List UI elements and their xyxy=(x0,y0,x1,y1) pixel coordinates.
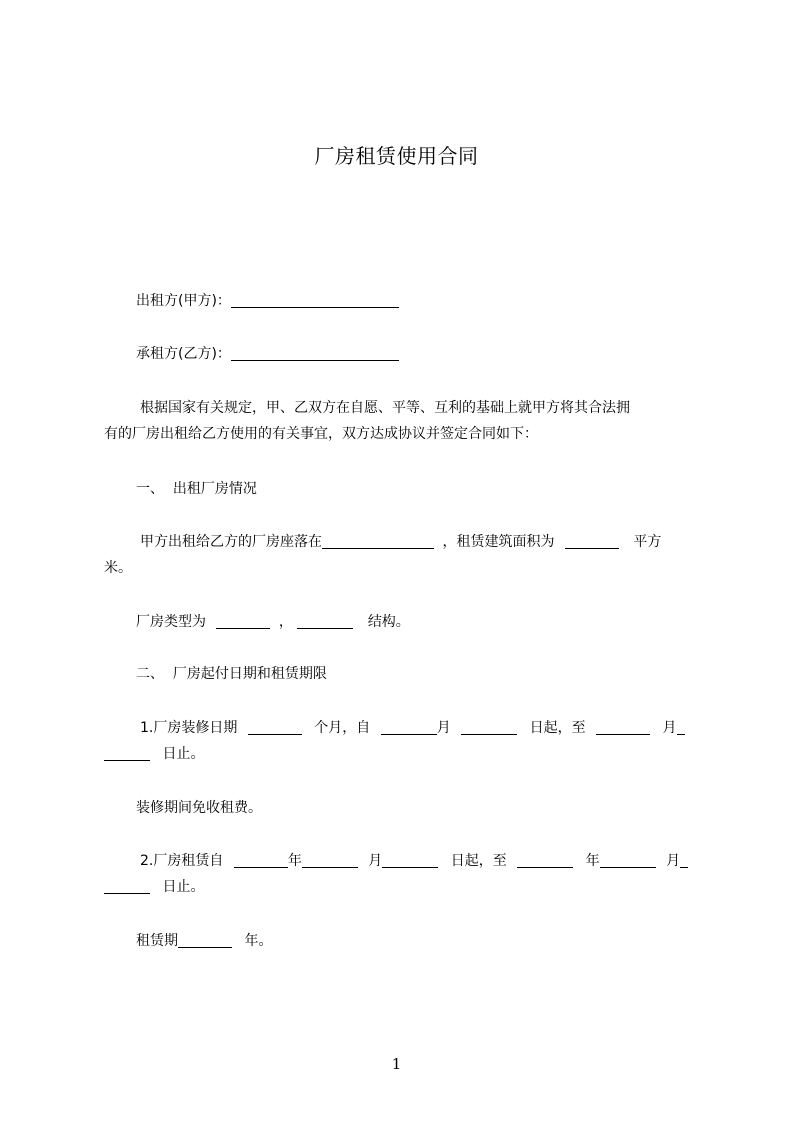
s2-item1-blank-day xyxy=(461,720,517,735)
s2-item2-year: 年 xyxy=(287,853,302,869)
s2-term-prefix: 租赁期 xyxy=(136,933,178,949)
s2-item2-blank-year-to xyxy=(517,853,573,868)
s2-item1-blank-day-to-start xyxy=(677,720,685,735)
s2-item1-prefix: 1.厂房装修日期 xyxy=(140,720,238,736)
s1-area-unit-cont: 米。 xyxy=(104,560,132,576)
s2-item2-month-to: 月 xyxy=(666,853,681,869)
s2-item2-day-from: 日起，至 xyxy=(450,853,507,869)
s2-item1-month: 月 xyxy=(436,720,451,736)
lessor-line xyxy=(136,291,399,311)
s2-item1-months: 个月，自 xyxy=(314,720,371,736)
lessor-label: 出租方(甲方)： xyxy=(136,293,231,309)
s1-area-blank xyxy=(565,534,619,549)
s2-item1-line xyxy=(140,718,685,738)
s2-item2-blank-day-to xyxy=(104,879,150,894)
lessee-line xyxy=(136,344,399,364)
section1-heading-text: 一、 出租厂房情况 xyxy=(136,481,257,497)
s2-item2-prefix: 2.厂房租赁自 xyxy=(140,853,224,869)
section2-heading xyxy=(136,664,327,684)
s2-term-suffix: 年。 xyxy=(244,933,273,949)
s2-term-blank xyxy=(178,933,232,948)
intro-paragraph-line1: 根据国家有关规定，甲、乙双方在自愿、平等、互利的基础上就甲方将其合法拥 xyxy=(140,400,630,416)
s2-item2-line xyxy=(140,851,688,871)
document-title: 厂房租赁使用合同 xyxy=(314,144,479,168)
s1-area-mid: ，租赁建筑面积为 xyxy=(442,534,555,550)
page-number: 1 xyxy=(391,1055,402,1073)
s1-location-prefix: 甲方出租给乙方的厂房座落在 xyxy=(140,534,322,550)
s1-type-suffix: 结构。 xyxy=(367,614,410,630)
s2-item2-blank-day xyxy=(382,853,438,868)
s2-item1-month-to: 月 xyxy=(662,720,677,736)
s2-item1-blank-months xyxy=(248,720,302,735)
s2-item1-line-cont xyxy=(104,744,204,764)
s1-area-unit: 平方 xyxy=(633,534,662,550)
s2-item1-blank-month xyxy=(381,720,437,735)
s2-item2-line-cont xyxy=(104,877,204,897)
s2-item2-blank-day-to-start xyxy=(680,853,688,868)
s2-term-line xyxy=(136,931,272,951)
s1-type-line xyxy=(136,612,410,632)
s2-decoration-free: 装修期间免收租费。 xyxy=(136,800,262,816)
s2-item2-end: 日止。 xyxy=(162,879,205,895)
section2-heading-text: 二、 厂房起付日期和租赁期限 xyxy=(136,666,327,682)
s2-item2-blank-month-to xyxy=(600,853,656,868)
s1-type-blank2 xyxy=(297,614,353,629)
s2-item1-end: 日止。 xyxy=(162,746,205,762)
s2-item2-year-to: 年 xyxy=(585,853,600,869)
s2-item1-blank-month-to xyxy=(596,720,650,735)
s1-location-line xyxy=(140,532,661,552)
lessee-label: 承租方(乙方)： xyxy=(136,346,231,362)
lessor-blank xyxy=(231,293,399,308)
lessee-blank xyxy=(231,346,399,361)
s2-item1-day-from: 日起，至 xyxy=(529,720,586,736)
s2-item2-blank-month xyxy=(302,853,358,868)
s1-location-blank xyxy=(322,534,434,549)
intro-paragraph-line2: 有的厂房出租给乙方使用的有关事宜，双方达成协议并签定合同如下： xyxy=(104,426,538,442)
s1-type-blank1 xyxy=(216,614,270,629)
s2-item1-blank-day-to xyxy=(104,746,150,761)
s1-type-prefix: 厂房类型为 xyxy=(136,614,206,630)
s1-type-sep: ， xyxy=(278,614,293,630)
s2-item2-blank-year xyxy=(234,853,288,868)
section1-heading xyxy=(136,479,257,499)
s2-item2-month: 月 xyxy=(368,853,383,869)
